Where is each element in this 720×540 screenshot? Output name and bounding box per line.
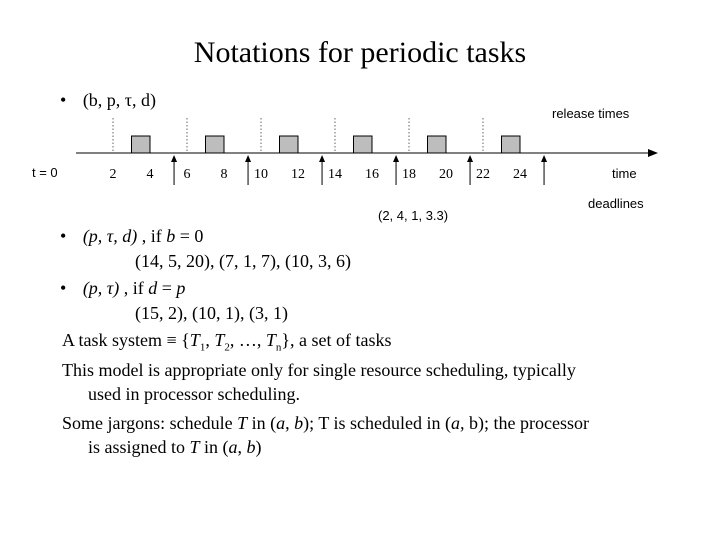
deadline-arrow (541, 155, 547, 185)
page-title: Notations for periodic tasks (193, 36, 527, 69)
examples-list: (15, 2), (10, 1), (3, 1) (135, 303, 288, 323)
tick-label: 12 (291, 167, 305, 182)
tick-label: 4 (146, 167, 154, 182)
t-zero-label: t = 0 (32, 165, 58, 180)
tick-label: 2 (109, 167, 117, 182)
bullet-periodic-no-phase: • (p, τ, d) , if b = 0 (60, 226, 204, 246)
tick-label: 14 (328, 167, 342, 182)
tick-label: 16 (365, 167, 379, 182)
time-axis-label: time (612, 166, 637, 181)
tuple-notation: (p, τ) (82, 278, 120, 298)
jargon-line1: Some jargons: schedule T in (a, b); T is scheduled in (a, b); the processor (62, 413, 589, 433)
tick-label: 24 (513, 167, 527, 182)
deadlines-label: deadlines (588, 196, 644, 211)
execution-box (280, 136, 299, 153)
tick-label: 8 (220, 167, 228, 182)
bullet-marker: • (60, 90, 67, 110)
jargon-line2: is assigned to T in (a, b) (88, 437, 262, 457)
deadline-arrow (393, 155, 399, 185)
tuple-notation: (b, p, τ, d) (82, 90, 157, 110)
tick-label: 6 (183, 167, 191, 182)
tuple-notation: (p, τ, d) (82, 226, 138, 246)
examples-list: (14, 5, 20), (7, 1, 7), (10, 3, 6) (135, 251, 351, 271)
time-axis-arrow (648, 149, 658, 157)
deadline-arrow (467, 155, 473, 185)
tick-label: 22 (476, 167, 490, 182)
model-statement-line1: This model is appropriate only for single resource scheduling, typically (62, 360, 576, 380)
tick-label: 20 (439, 167, 453, 182)
task-system-definition: A task system ≡ {$T_1$, $T_2$, …, $T_n$}, a set of tasks (62, 330, 392, 354)
model-statement-line2: used in processor scheduling. (88, 384, 300, 404)
example-tuple-label: (2, 4, 1, 3.3) (378, 208, 449, 223)
release-times-label: release times (552, 106, 630, 121)
deadline-arrow (171, 155, 177, 185)
deadline-arrow (245, 155, 251, 185)
tick-label: 10 (254, 167, 268, 182)
bullet-marker: • (60, 226, 67, 246)
tick-label: 18 (402, 167, 416, 182)
execution-box (354, 136, 373, 153)
deadline-arrow (319, 155, 325, 185)
execution-box (132, 136, 151, 153)
execution-box (206, 136, 225, 153)
execution-box (502, 136, 521, 153)
bullet-marker: • (60, 278, 67, 298)
bullet-implicit-deadline: • (p, τ) , if d = p (60, 278, 186, 298)
execution-box (428, 136, 447, 153)
